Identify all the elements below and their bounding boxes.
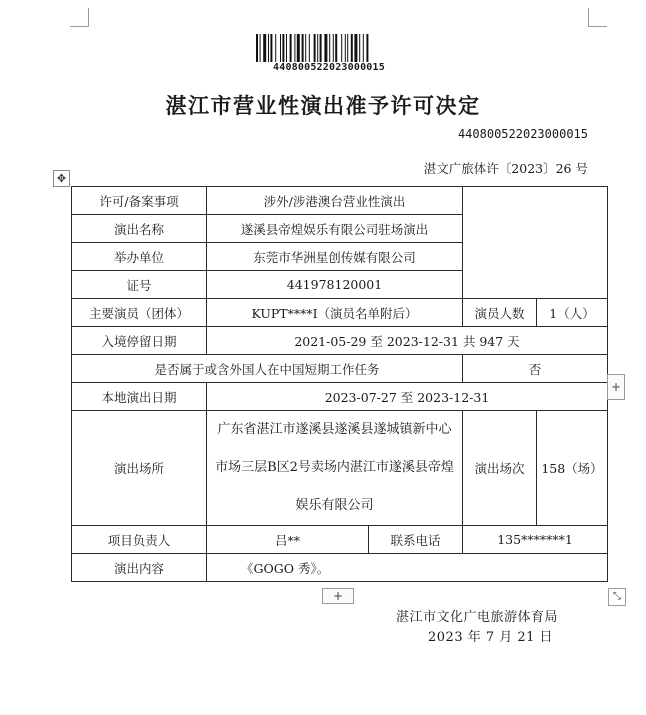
file-number: 湛文广旅体许〔2023〕26 号	[423, 161, 588, 176]
value-cell: 否	[463, 355, 608, 383]
add-row-button[interactable]: +	[322, 588, 354, 604]
label-cell: 演出名称	[72, 215, 207, 243]
table-row	[72, 411, 608, 526]
table-row	[72, 554, 608, 582]
issuer-name: 湛江市文化广电旅游体育局	[396, 610, 559, 625]
issue-date: 2023 年 7 月 21 日	[428, 630, 554, 645]
margin-corner-top-left	[70, 8, 89, 27]
value-cell: KUPT****I（演员名单附后）	[207, 299, 463, 327]
label-cell: 入境停留日期	[72, 327, 207, 355]
table-move-handle-icon[interactable]: ✥	[53, 170, 70, 187]
label-cell: 联系电话	[369, 526, 463, 554]
margin-corner-top-right	[588, 8, 607, 27]
label-cell: 许可/备案事项	[72, 187, 207, 215]
table-resize-icon[interactable]: ⤡	[608, 588, 626, 606]
label-cell: 举办单位	[72, 243, 207, 271]
permit-table	[71, 186, 608, 582]
barcode-number: 44080052202300001​5	[273, 62, 385, 73]
value-cell: 2023-07-27 至 2023-12-31	[207, 383, 608, 411]
value-cell: 遂溪县帝煌娱乐有限公司驻场演出	[207, 215, 463, 243]
photo-cell	[463, 187, 608, 299]
label-cell: 主要演员（团体）	[72, 299, 207, 327]
label-cell: 演出内容	[72, 554, 207, 582]
label-cell: 演出场次	[463, 411, 537, 526]
document-number: 44080052202300001​5	[457, 127, 588, 141]
table-row	[72, 327, 608, 355]
add-column-button[interactable]: +	[607, 374, 625, 400]
value-cell: 涉外/涉港澳台营业性演出	[207, 187, 463, 215]
value-cell: 广东省湛江市遂溪县遂溪县遂城镇新中心市场三层B区2号卖场内湛江市遂溪县帝煌娱乐有限公司	[207, 411, 463, 526]
value-cell: 《GOGO 秀》。	[207, 554, 608, 582]
label-cell: 演出场所	[72, 411, 207, 526]
label-cell: 证号	[72, 271, 207, 299]
value-cell: 158（场）	[537, 411, 608, 526]
page-title: 湛江市营业性演出准予许可决定	[165, 93, 481, 118]
table-row	[72, 526, 608, 554]
value-cell: 吕**	[207, 526, 369, 554]
label-cell: 本地演出日期	[72, 383, 207, 411]
value-cell: 441978120001	[207, 271, 463, 299]
label-cell: 是否属于或含外国人在中国短期工作任务	[72, 355, 463, 383]
value-cell: 1（人）	[537, 299, 608, 327]
label-cell: 项目负责人	[72, 526, 207, 554]
value-cell: 2021-05-29 至 2023-12-31 共 947 天	[207, 327, 608, 355]
table-row	[72, 187, 608, 215]
value-cell: 东莞市华洲星创传媒有限公司	[207, 243, 463, 271]
barcode	[256, 34, 402, 62]
table-row	[72, 299, 608, 327]
table-row	[72, 355, 608, 383]
label-cell: 演员人数	[463, 299, 537, 327]
value-cell: 135*******1	[463, 526, 608, 554]
table-row	[72, 383, 608, 411]
